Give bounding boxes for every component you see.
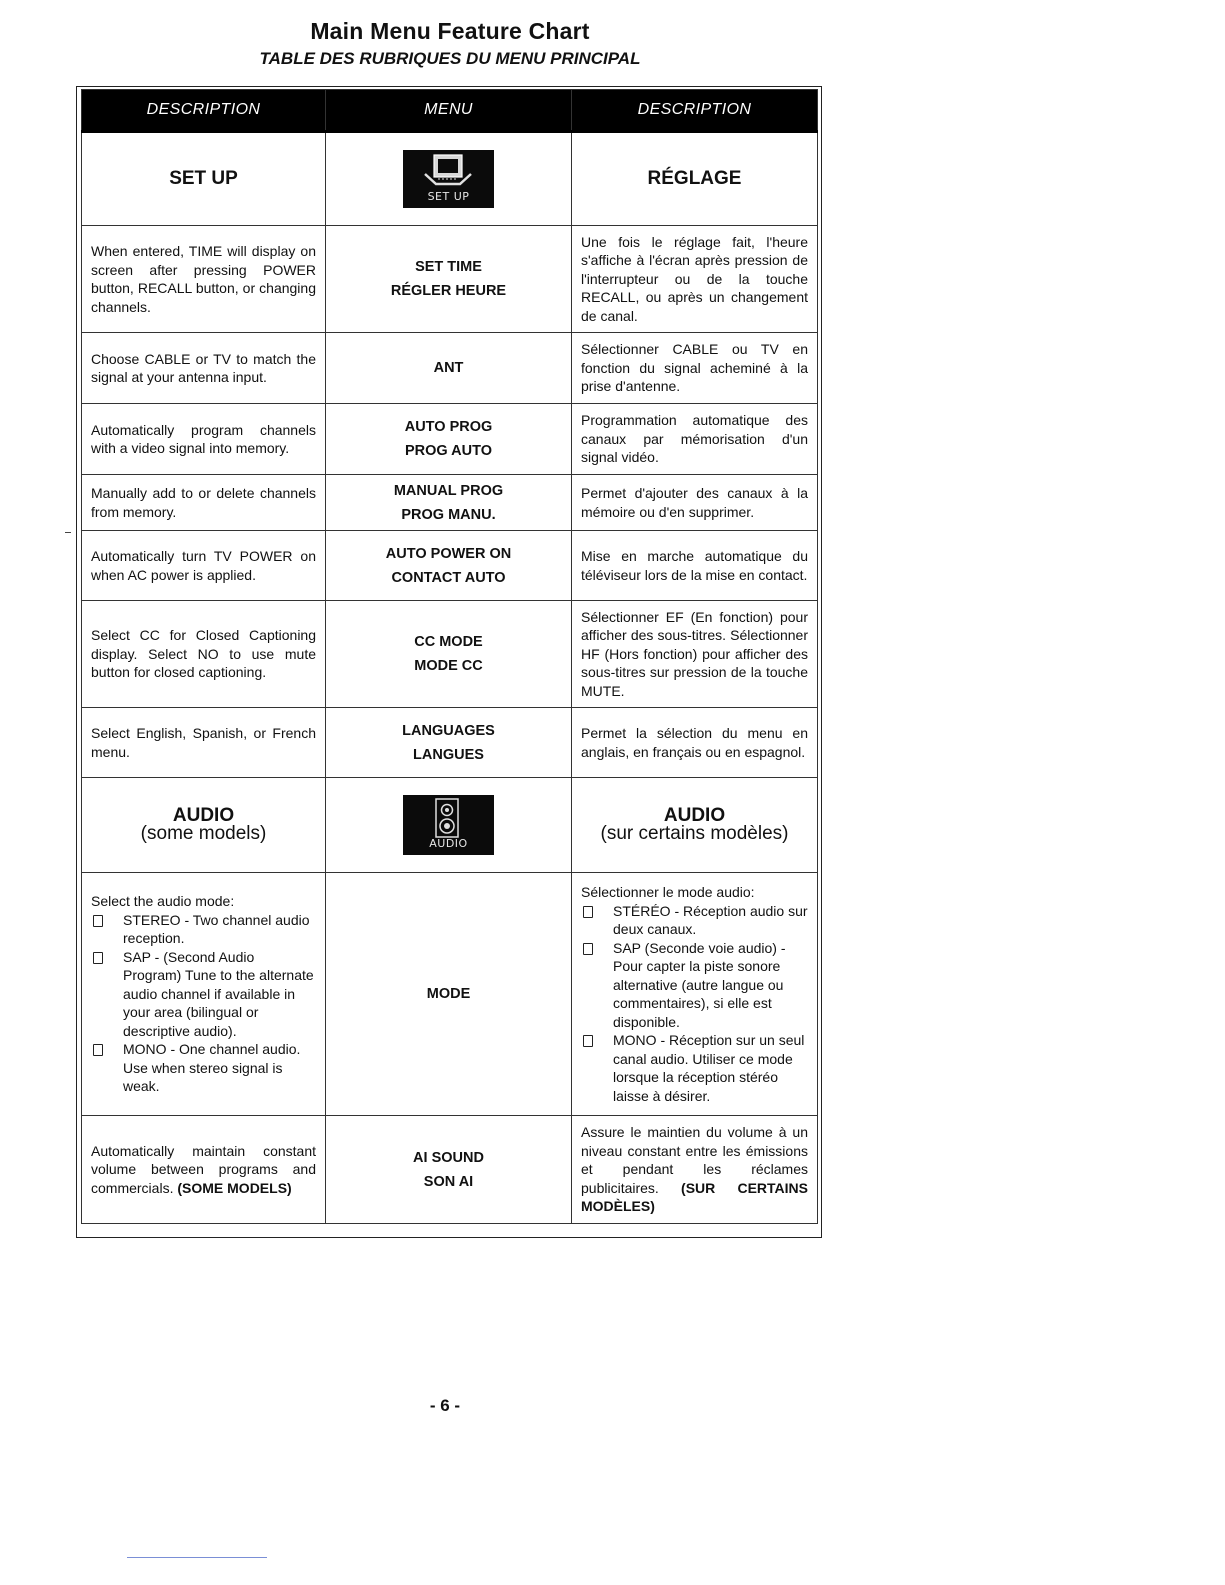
feature-chart-table: [81, 89, 818, 1224]
row-mode-fr: [572, 873, 818, 1116]
mode-intro-en: Select the audio mode:: [91, 893, 235, 910]
list-item: [91, 911, 316, 948]
header-description-fr: DESCRIPTION: [572, 90, 818, 132]
list-item: [91, 1040, 316, 1096]
list-item-text: STEREO - Two channel audio reception.: [123, 911, 310, 947]
checkbox-bullet-icon: [93, 1044, 103, 1056]
setup-title-fr: [572, 132, 818, 226]
list-item-text: MONO - Réception sur un seul canal audio. Utiliser ce mode lorsque la réception stéréo laisse à désirer.: [613, 1032, 805, 1104]
row-languages-en: Select English, Spanish, or French menu.: [82, 708, 326, 778]
list-item: [581, 902, 808, 939]
table-row: [82, 404, 818, 475]
row-ai-sound-menu: [326, 1116, 572, 1224]
audio-title-fr-text: AUDIO: [663, 804, 726, 826]
row-manual-prog-menu: [326, 475, 572, 531]
page-number: - 6 -: [429, 1396, 461, 1415]
list-item-text: STÉRÉO - Réception audio sur deux canaux.: [613, 902, 808, 937]
speaker-icon: [403, 795, 494, 855]
row-languages-fr: Permet la sélection du menu en anglais, en français ou en espagnol.: [572, 708, 818, 778]
row-mode-en: [82, 873, 326, 1116]
page-subtitle: TABLE DES RUBRIQUES DU MENU PRINCIPAL: [259, 49, 641, 68]
row-ant-menu: [326, 333, 572, 404]
audio-subtitle-en: (some models): [140, 823, 267, 844]
setup-title-en: [82, 132, 326, 226]
menu-label: SET TIME: [415, 259, 482, 275]
table-row: [82, 531, 818, 601]
menu-label: AUTO POWER ON: [385, 545, 512, 562]
row-auto-prog-menu: [326, 404, 572, 475]
audio-section-row: [82, 778, 818, 873]
ai-sound-text-fr: Assure le maintien du volume à un niveau constant entre les émissions et pendant les réclames publicitaires.: [581, 1124, 808, 1196]
setup-title-en-text: SET UP: [169, 167, 238, 189]
menu-label: PROG AUTO: [404, 443, 492, 459]
table-row: [82, 601, 818, 708]
checkbox-bullet-icon: [93, 952, 103, 964]
setup-title-fr-text: RÉGLAGE: [647, 167, 742, 189]
audio-title-fr: [572, 778, 818, 873]
menu-label: SON AI: [423, 1173, 474, 1190]
tv-icon: [403, 150, 494, 208]
menu-label: RÉGLER HEURE: [390, 283, 507, 299]
list-item-text: SAP - (Second Audio Program) Tune to the alternate audio channel if available in your area (bilingual or descriptive audio).: [123, 948, 314, 1039]
row-auto-power-menu: [326, 531, 572, 601]
table-row: [82, 475, 818, 531]
row-ant-en: Choose CABLE or TV to match the signal at your antenna input.: [82, 333, 326, 404]
audio-title-en: [82, 778, 326, 873]
ai-sound-note-fr: (SUR CERTAINS MODÈLES): [581, 1179, 808, 1215]
menu-label: CC MODE: [414, 634, 483, 650]
menu-label: AUTO PROG: [404, 419, 493, 435]
margin-mark: [65, 532, 71, 533]
row-auto-power-en: Automatically turn TV POWER on when AC power is applied.: [82, 531, 326, 601]
ai-sound-note-en: (SOME MODELS): [177, 1179, 292, 1196]
row-manual-prog-fr: Permet d'ajouter des canaux à la mémoire ou d'en supprimer.: [572, 475, 818, 531]
ai-sound-text-en: Automatically maintain constant volume between programs and commercials.: [91, 1142, 316, 1196]
table-row: [82, 226, 818, 333]
mode-list-en: [91, 911, 316, 1096]
menu-label: PROG MANU.: [401, 506, 496, 523]
mode-list-fr: [581, 902, 808, 1106]
menu-label: ANT: [433, 360, 464, 376]
row-languages-menu: [326, 708, 572, 778]
menu-label: LANGUES: [413, 746, 484, 763]
bottom-rule: [127, 1557, 267, 1558]
menu-label: AI SOUND: [413, 1149, 484, 1166]
row-cc-mode-menu: [326, 601, 572, 708]
table-row: [82, 333, 818, 404]
menu-label: MODE CC: [414, 658, 483, 674]
row-set-time-menu: [326, 226, 572, 333]
row-ant-fr: Sélectionner CABLE ou TV en fonction du signal acheminé à la prise d'antenne.: [572, 333, 818, 404]
table-header-row: [82, 90, 818, 132]
setup-icon-cell: [326, 132, 572, 226]
table-row: [82, 1116, 818, 1224]
checkbox-bullet-icon: [93, 915, 103, 927]
row-cc-mode-en: Select CC for Closed Captioning display. Select NO to use mute button for closed captioning.: [82, 601, 326, 708]
table-row: [82, 708, 818, 778]
list-item-text: MONO - One channel audio. Use when stereo signal is weak.: [123, 1041, 301, 1095]
list-item: [91, 948, 316, 1041]
mode-intro-fr: Sélectionner le mode audio:: [581, 884, 755, 900]
audio-icon-cell: [326, 778, 572, 873]
setup-icon-caption: SET UP: [427, 189, 470, 203]
audio-title-en-text: AUDIO: [172, 804, 235, 826]
header-description-en: DESCRIPTION: [82, 90, 326, 132]
checkbox-bullet-icon: [583, 943, 593, 955]
table-row: [82, 873, 818, 1116]
row-auto-prog-en: Automatically program channels with a video signal into memory.: [82, 404, 326, 475]
row-ai-sound-en: [82, 1116, 326, 1224]
row-mode-menu: [326, 873, 572, 1116]
checkbox-bullet-icon: [583, 1035, 593, 1047]
header-menu: MENU: [326, 90, 572, 132]
page-title: Main Menu Feature Chart: [310, 18, 590, 44]
row-set-time-fr: Une fois le réglage fait, l'heure s'affiche à l'écran après pression de l'interrupteur ou de la touche RECALL, ou après un changement de canal.: [572, 226, 818, 333]
audio-subtitle-fr: (sur certains modèles): [600, 823, 789, 844]
list-item: [581, 939, 808, 1032]
row-set-time-en: When entered, TIME will display on screen after pressing POWER button, RECALL button, or changing channels.: [82, 226, 326, 333]
row-auto-prog-fr: Programmation automatique des canaux par mémorisation d'un signal vidéo.: [572, 404, 818, 475]
row-cc-mode-fr: Sélectionner EF (En fonction) pour afficher des sous-titres. Sélectionner HF (Hors fonction) pour afficher des sous-titres sur pression de la touche MUTE.: [572, 601, 818, 708]
menu-label: MANUAL PROG: [393, 482, 504, 499]
menu-label: MODE: [426, 986, 471, 1002]
menu-label: LANGUAGES: [402, 722, 495, 739]
audio-icon-caption: AUDIO: [429, 836, 468, 850]
list-item: [581, 1031, 808, 1105]
row-auto-power-fr: Mise en marche automatique du téléviseur lors de la mise en contact.: [572, 531, 818, 601]
row-ai-sound-fr: [572, 1116, 818, 1224]
setup-section-row: [82, 132, 818, 226]
row-manual-prog-en: Manually add to or delete channels from memory.: [82, 475, 326, 531]
checkbox-bullet-icon: [583, 906, 593, 918]
menu-label: CONTACT AUTO: [391, 569, 506, 586]
list-item-text: SAP (Seconde voie audio) - Pour capter la piste sonore alternative (autre langue ou commentaires), si elle est disponible.: [613, 939, 786, 1030]
